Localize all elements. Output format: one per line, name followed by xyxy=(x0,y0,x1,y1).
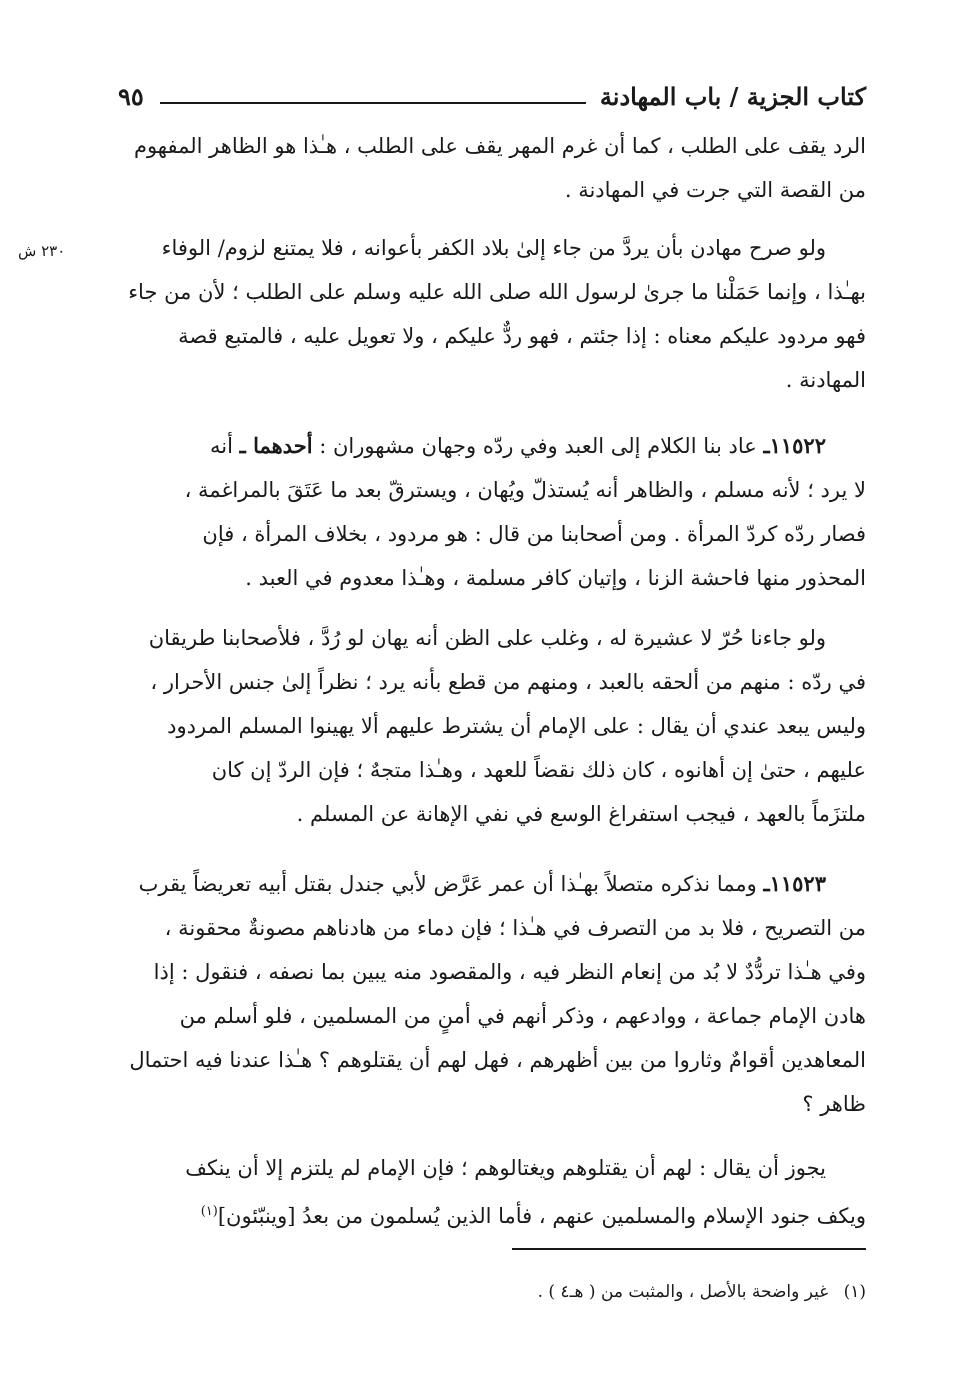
margin-folio-note: ٢٣٠ ش xyxy=(18,242,66,260)
line-text: ويكف جنود الإسلام والمسلمين عنهم ، فأما الذين يُسلمون من بعدُ [وينبّئون] xyxy=(217,1204,866,1228)
footnote-reference: (١) xyxy=(200,1204,218,1219)
text-line: ولو جاءنا حُرّ لا عشيرة له ، وغلب على الظن أنه يهان لو رُدَّ ، فلأصحابنا طريقان xyxy=(148,626,826,650)
text-line: وليس يبعد عندي أن يقال : على الإمام أن يشترط عليهم ألا يهينوا المسلم المردود xyxy=(167,714,866,738)
chapter-title: كتاب الجزية / باب المهادنة xyxy=(599,82,866,111)
running-header xyxy=(118,82,866,122)
paragraph-11523 xyxy=(90,862,866,1126)
text-line: هادن الإمام جماعة ، ووادعهم ، وذكر أنهم في أمنٍ من المسلمين ، فلو أسلم من xyxy=(179,1004,866,1028)
text-line xyxy=(90,424,866,468)
paragraph-6 xyxy=(90,1146,866,1238)
text-line: عليهم ، حتىٰ إن أهانوه ، كان ذلك نقضاً للعهد ، وهـٰذا متجهٌ ؛ فإن الردّ إن كان xyxy=(211,758,866,782)
text-line: وفي هـٰذا تردُّدٌ لا بُد من إنعام النظر فيه ، والمقصود منه يبين بما نصفه ، فنقول : إذا xyxy=(153,960,866,984)
text-line: فصار ردّه كردّ المرأة . ومن أصحابنا من قال : هو مردود ، بخلاف المرأة ، فإن xyxy=(202,522,866,546)
line-rest: ومما نذكره متصلاً بهـٰذا أن عمر عَرَّض لأبي جندل بقتل أبيه تعريضاً يقرب xyxy=(138,872,764,896)
footnote-text: غير واضحة بالأصل ، والمثبت من ( هـ٤ ) . xyxy=(537,1282,829,1302)
bold-term: أحدهما ـ xyxy=(239,433,313,458)
paragraph-11522 xyxy=(90,424,866,600)
footnote-number: (١) xyxy=(843,1282,866,1302)
paragraph-4 xyxy=(90,616,866,836)
text-line xyxy=(90,1190,866,1238)
page-number: ٩٥ xyxy=(118,82,144,111)
section-number: ١١٥٢٣ـ xyxy=(763,871,826,896)
text-line: من التصريح ، فلا بد من التصرف في هـٰذا ؛ فإن دماء من هادناهم مصونةٌ محقونة ، xyxy=(164,916,866,940)
text-line: المحذور منها فاحشة الزنا ، وإتيان كافر مسلمة ، وهـٰذا معدوم في العبد . xyxy=(245,566,866,590)
text-line: فهو مردود عليكم معناه : إذا جئتم ، فهو ردٌّ عليكم ، ولا تعويل عليه ، فالمتبع قصة xyxy=(178,324,866,348)
paragraph-2 xyxy=(90,226,866,402)
text-line xyxy=(90,862,866,906)
text-line: المهادنة . xyxy=(785,368,866,392)
text-line: من القصة التي جرت في المهادنة . xyxy=(564,178,866,202)
text-line: الرد يقف على الطلب ، كما أن غرم المهر يقف على الطلب ، هـٰذا هو الظاهر المفهوم xyxy=(133,134,866,158)
text-line: بهـٰذا ، وإنما حَمَلْنا ما جرىٰ لرسول الله صلى الله عليه وسلم على الطلب ؛ لأن من جاء xyxy=(128,280,866,304)
footnote xyxy=(538,1282,866,1302)
text-line: ولو صرح مهادن بأن يردَّ من جاء إلىٰ بلاد الكفر بأعوانه ، فلا يمتنع لزوم/ الوفاء xyxy=(161,236,826,260)
text-line: لا يرد ؛ لأنه مسلم ، والظاهر أنه يُستذلّ ويُهان ، ويسترقّ بعد ما عَتَقَ بالمراغمة ، xyxy=(184,478,866,502)
text-line: ظاهر ؟ xyxy=(802,1092,866,1116)
text-line: يجوز أن يقال : لهم أن يقتلوهم ويغتالوهم ؛ فإن الإمام لم يلتزم إلا أن ينكف xyxy=(185,1156,826,1180)
section-number: ١١٥٢٢ـ xyxy=(763,433,826,458)
text-line: في ردّه : منهم من ألحقه بالعبد ، ومنهم من قطع بأنه يرد ؛ نظراً إلىٰ جنس الأحرار ، xyxy=(150,670,866,694)
paragraph-1 xyxy=(90,124,866,212)
footnote-separator xyxy=(512,1248,866,1250)
line-rest: أنه xyxy=(209,434,240,458)
header-rule xyxy=(160,102,586,104)
text-line: ملتزَماً بالعهد ، فيجب استفراغ الوسع في نفي الإهانة عن المسلم . xyxy=(296,802,866,826)
text-line: المعاهدين أقوامٌ وثاروا من بين أظهرهم ، فهل لهم أن يقتلوهم ؟ هـٰذا عندنا فيه احتمال xyxy=(129,1048,866,1072)
lead-text: عاد بنا الكلام إلى العبد وفي ردّه وجهان مشهوران : xyxy=(312,434,764,458)
